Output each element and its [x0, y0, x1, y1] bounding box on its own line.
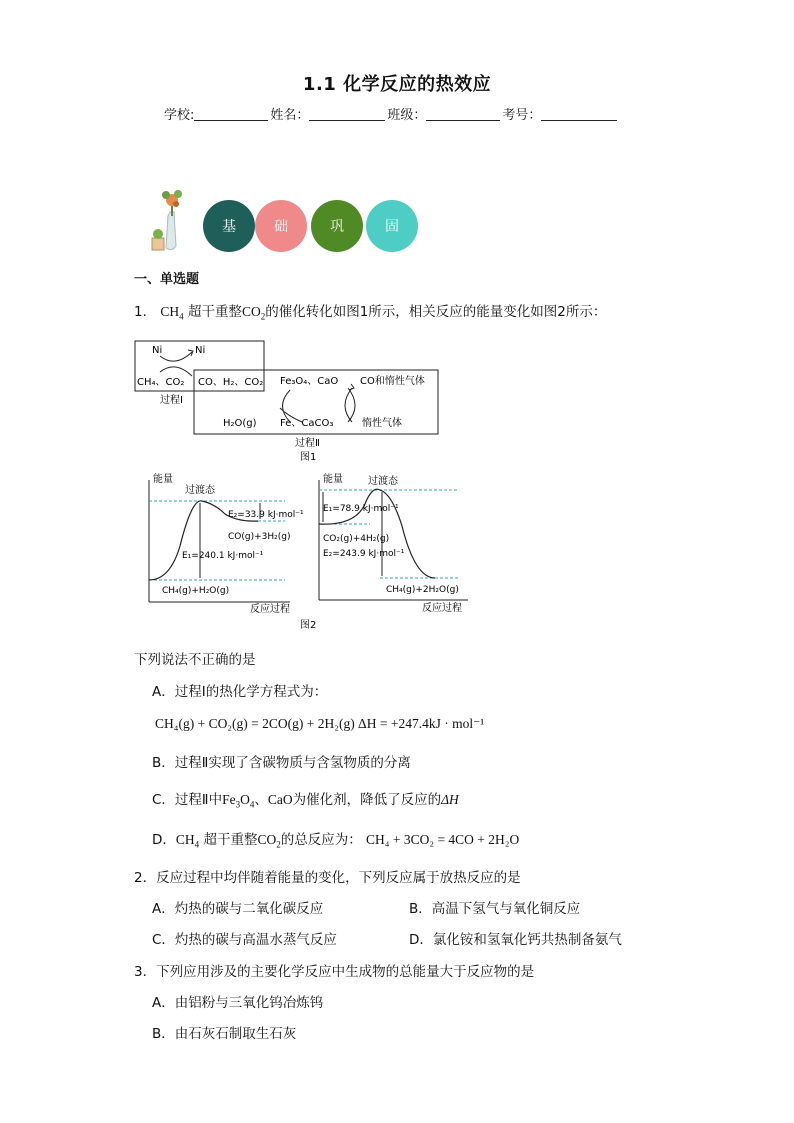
q1-option-b[interactable]: B．过程Ⅱ实现了含碳物质与含氢物质的分离: [152, 755, 411, 771]
right-e2: E₂=243.9 kJ·mol⁻¹: [323, 549, 405, 559]
banner-circle-4: [366, 200, 418, 252]
plant-decoration: [148, 186, 194, 254]
q1-number: 1．: [134, 304, 157, 320]
number-field[interactable]: [541, 107, 617, 121]
fig2-caption: 图2: [300, 620, 317, 631]
left-progress: 反应过程: [250, 604, 290, 615]
fig1-caption: 图1: [300, 452, 317, 463]
banner-char: 巩: [330, 219, 344, 235]
q1-stem-a: 超干重整: [187, 304, 242, 320]
fig1-inert: 惰性气体: [362, 418, 402, 429]
fig1-box1-products: CO、H₂、CO₂: [198, 377, 264, 388]
q3-option-b[interactable]: B．由石灰石制取生石灰: [152, 1026, 297, 1042]
banner-char: 础: [274, 219, 288, 235]
q1-stem: [134, 302, 606, 327]
fig1-process1: 过程Ⅰ: [160, 395, 183, 406]
ch4-formula: $CH_4$: [160, 304, 184, 322]
left-e1: E₁=240.1 kJ·mol⁻¹: [182, 551, 264, 561]
left-ts: 过渡态: [185, 485, 215, 496]
right-progress: 反应过程: [422, 603, 462, 614]
co2-formula-d: $CO_2$: [257, 832, 281, 850]
q1-option-c[interactable]: [152, 790, 459, 815]
q1-option-d[interactable]: [152, 830, 519, 855]
section-heading: 一、单选题: [134, 272, 200, 287]
ni-left: Ni: [152, 345, 163, 356]
figure-2: [140, 466, 470, 634]
fig1-fe3o4-cao: Fe₃O₄、CaO: [280, 376, 339, 387]
q2-option-a[interactable]: A．灼热的碳与二氧化碳反应: [152, 901, 324, 917]
fig1-reactants: CH₄、CO₂: [137, 377, 185, 388]
left-e2: E₂=33.9 kJ·mol⁻¹: [228, 510, 304, 520]
left-products: CO(g)+3H₂(g): [228, 532, 291, 542]
q1-c-b: 为催化剂，降低了反应的: [292, 792, 442, 808]
q1-option-a-equation: CH₄(g) + CO₂(g) = 2CO(g) + 2H₂(g) ΔH = +247.4kJ · mol⁻¹: [155, 716, 485, 731]
right-ts: 过渡态: [368, 476, 398, 487]
right-reactants: CO₂(g)+4H₂(g): [323, 534, 390, 544]
page-title: 1.1 化学反应的热效应: [302, 74, 492, 95]
fig1-fe-caco3: Fe、CaCO₃: [280, 418, 334, 429]
left-reactants: CH₄(g)+H₂O(g): [162, 586, 230, 596]
banner-circle-3: [311, 200, 363, 252]
q1-d-a: D．: [152, 832, 176, 848]
fe3o4-cao-formula: $Fe_3O_4$、CaO: [222, 792, 293, 810]
co2-formula: $CO_2$: [241, 304, 266, 322]
q3-stem: 3．下列应用涉及的主要化学反应中生成物的总能量大于反应物的是: [134, 964, 535, 980]
q2-option-d[interactable]: D．氯化铵和氢氧化钙共热制备氨气: [409, 932, 622, 948]
name-label: 姓名：: [270, 108, 310, 123]
q1-d-c: 的总反应为：: [280, 832, 362, 848]
figure-1: [130, 338, 450, 468]
banner-circle-2: [255, 200, 307, 252]
school-field[interactable]: [194, 107, 268, 121]
right-e1: E₁=78.9 kJ·mol⁻¹: [323, 504, 399, 514]
q1-c-a: C．过程Ⅱ中: [152, 792, 223, 808]
fig1-co-inert: CO和惰性气体: [360, 376, 425, 387]
q2-option-c[interactable]: C．灼热的碳与高温水蒸气反应: [152, 932, 337, 948]
class-field[interactable]: [426, 107, 500, 121]
q1-option-a[interactable]: A．过程Ⅰ的热化学方程式为：: [152, 684, 328, 700]
q2-stem: 2．反应过程中均伴随着能量的变化，下列反应属于放热反应的是: [134, 870, 521, 886]
banner-circle-1: [203, 200, 255, 252]
number-label: 考号：: [502, 108, 542, 123]
banner-char: 基: [222, 219, 236, 235]
delta-h: ΔH: [441, 792, 459, 807]
right-energy-label: 能量: [323, 474, 343, 485]
q1-d-b: 超干重整: [203, 832, 258, 848]
school-label: 学校:: [164, 108, 195, 123]
banner-char: 固: [385, 219, 399, 235]
q1-d-equation: CH₄ + 3CO₂ = 4CO + 2H₂O: [366, 832, 520, 847]
ch4-formula-d: $CH_4$: [175, 832, 200, 850]
ni-right: Ni: [195, 345, 206, 356]
fig1-process2: 过程Ⅱ: [295, 438, 320, 449]
q1-ask: 下列说法不正确的是: [134, 652, 256, 668]
fig1-h2o: H₂O(g): [223, 418, 257, 429]
student-info-line: [164, 104, 619, 123]
q1-stem-b: 的催化转化如图1所示，相关反应的能量变化如图2所示：: [265, 304, 607, 320]
q3-option-a[interactable]: A．由铝粉与三氧化钨冶炼钨: [152, 995, 324, 1011]
name-field[interactable]: [309, 107, 385, 121]
q2-option-b[interactable]: B．高温下氢气与氧化铜反应: [409, 901, 581, 917]
class-label: 班级：: [387, 108, 427, 123]
left-energy-label: 能量: [153, 474, 173, 485]
right-products: CH₄(g)+2H₂O(g): [386, 585, 459, 595]
